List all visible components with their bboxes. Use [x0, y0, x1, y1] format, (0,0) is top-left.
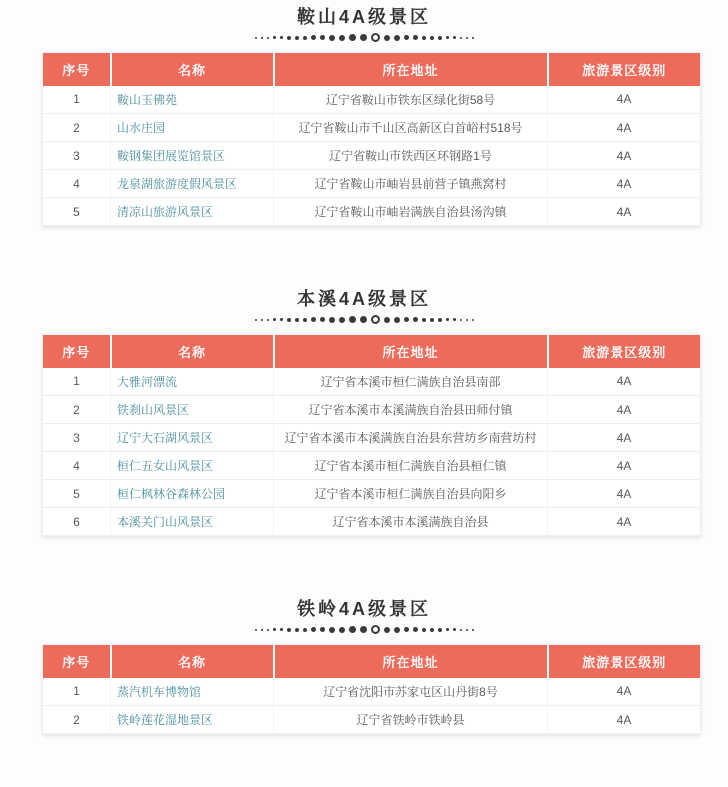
dot — [466, 629, 468, 631]
scenic-name-link[interactable]: 清凉山旅游风景区 — [111, 198, 274, 226]
dot — [453, 36, 456, 39]
row-number-cell: 2 — [43, 396, 111, 424]
column-header-name: 名称 — [111, 53, 274, 86]
column-header-address: 所在地址 — [274, 53, 548, 86]
table-row — [43, 396, 701, 424]
dot — [295, 318, 299, 322]
dot — [295, 628, 299, 632]
dot — [360, 316, 367, 323]
table-header-row — [43, 645, 701, 678]
dot — [267, 319, 269, 321]
dot — [311, 627, 316, 632]
scenic-name-link[interactable]: 鞍钢集团展览馆景区 — [111, 142, 274, 170]
dot — [422, 318, 426, 322]
dot — [261, 629, 263, 631]
scenic-name-link[interactable]: 桓仁五女山风景区 — [111, 452, 274, 480]
dot — [339, 317, 345, 323]
dot — [303, 628, 307, 632]
row-number-cell: 1 — [43, 86, 111, 114]
column-header-name: 名称 — [111, 335, 274, 368]
scenic-name-link[interactable]: 鞍山玉佛苑 — [111, 86, 274, 114]
dot — [371, 625, 380, 634]
dot — [349, 316, 356, 323]
dot — [446, 628, 449, 631]
dot — [438, 36, 442, 40]
dot — [394, 317, 400, 323]
column-header-address: 所在地址 — [274, 335, 548, 368]
scenic-name-link[interactable]: 龙泉湖旅游度假风景区 — [111, 170, 274, 198]
table-row — [43, 142, 701, 170]
scenic-name-link[interactable]: 蒸汽机车博物馆 — [111, 678, 274, 706]
address-cell: 辽宁省本溪市桓仁满族自治县向阳乡 — [274, 480, 548, 508]
table-row — [43, 170, 701, 198]
dot — [273, 318, 276, 321]
dot — [267, 629, 269, 631]
scenic-name-link[interactable]: 山水庄园 — [111, 114, 274, 142]
dot — [295, 36, 299, 40]
dot — [329, 627, 335, 633]
level-cell: 4A — [548, 86, 701, 114]
dot — [466, 37, 468, 39]
table-row — [43, 86, 701, 114]
address-cell: 辽宁省沈阳市苏家屯区山丹街8号 — [274, 678, 548, 706]
address-cell: 辽宁省本溪市本溪满族自治县东营坊乡南营坊村 — [274, 424, 548, 452]
dotted-divider — [0, 625, 728, 634]
level-cell: 4A — [548, 368, 701, 396]
dot — [339, 627, 345, 633]
scenic-name-link[interactable]: 辽宁大石湖风景区 — [111, 424, 274, 452]
dot — [446, 36, 449, 39]
row-number-cell: 1 — [43, 368, 111, 396]
dot — [339, 35, 345, 41]
row-number-cell: 5 — [43, 198, 111, 226]
column-header-level: 旅游景区级别 — [548, 645, 701, 678]
address-cell: 辽宁省本溪市本溪满族自治县 — [274, 508, 548, 536]
dot — [311, 317, 316, 322]
dot — [422, 628, 426, 632]
scenic-name-link[interactable]: 桓仁枫林谷森林公园 — [111, 480, 274, 508]
dot — [384, 35, 390, 41]
level-cell: 4A — [548, 170, 701, 198]
level-cell: 4A — [616, 712, 632, 727]
row-number-cell: 3 — [43, 424, 111, 452]
address-cell: 辽宁省本溪市桓仁满族自治县桓仁镇 — [274, 452, 548, 480]
dotted-divider — [0, 315, 728, 324]
level-cell: 4A — [616, 514, 632, 529]
address-cell: 辽宁省鞍山市铁西区环钢路1号 — [274, 142, 548, 170]
dot — [446, 318, 449, 321]
dot — [460, 629, 462, 631]
dot — [460, 37, 462, 39]
dot — [311, 35, 316, 40]
table-row — [43, 198, 701, 226]
dot — [360, 626, 367, 633]
dot — [273, 628, 276, 631]
dot — [267, 37, 269, 39]
dot — [384, 627, 390, 633]
section-anshan — [0, 6, 728, 226]
table-row — [43, 480, 701, 508]
dot — [413, 627, 418, 632]
table-row — [43, 452, 701, 480]
dot — [287, 318, 291, 322]
row-number-cell: 2 — [43, 114, 111, 142]
table-row — [43, 424, 701, 452]
level-cell: 4A — [616, 204, 632, 219]
dot — [438, 318, 442, 322]
section-title: 铁岭4A级景区 — [296, 599, 431, 619]
dot — [422, 36, 426, 40]
dot — [472, 629, 474, 631]
dot — [371, 315, 380, 324]
dot — [287, 628, 291, 632]
dot — [466, 319, 468, 321]
dot — [394, 35, 400, 41]
dot — [438, 628, 442, 632]
dot — [320, 317, 325, 322]
level-cell: 4A — [548, 452, 701, 480]
dot — [430, 36, 434, 40]
section-tieling — [0, 598, 728, 734]
table-row — [43, 508, 701, 536]
dot — [255, 37, 257, 39]
address-cell: 辽宁省铁岭市铁岭县 — [274, 706, 548, 734]
scenic-name-link[interactable]: 本溪关门山风景区 — [111, 508, 274, 536]
level-cell: 4A — [548, 114, 701, 142]
dot — [460, 319, 462, 321]
dot — [371, 33, 380, 42]
level-cell: 4A — [548, 424, 701, 452]
dot — [287, 36, 291, 40]
row-number-cell: 2 — [43, 706, 111, 734]
scenic-table-tieling — [42, 644, 701, 734]
dot — [360, 34, 367, 41]
column-header-no: 序号 — [43, 335, 111, 368]
scenic-table-anshan — [42, 52, 701, 226]
dot — [255, 319, 257, 321]
row-number-cell: 4 — [43, 452, 111, 480]
dotted-divider — [0, 33, 728, 42]
address-cell: 辽宁省鞍山市铁东区绿化街58号 — [274, 86, 548, 114]
scenic-name-link[interactable]: 铁刹山风景区 — [111, 396, 274, 424]
table-row — [43, 678, 701, 706]
column-header-level: 旅游景区级别 — [548, 335, 701, 368]
row-number-cell: 3 — [43, 142, 111, 170]
level-cell: 4A — [548, 142, 701, 170]
dot — [261, 319, 263, 321]
column-header-name: 名称 — [111, 645, 274, 678]
dot — [453, 318, 456, 321]
level-cell: 4A — [548, 480, 701, 508]
address-cell: 辽宁省鞍山市千山区高新区白首峪村518号 — [274, 114, 548, 142]
row-number-cell: 5 — [43, 480, 111, 508]
scenic-name-link[interactable]: 大雅河漂流 — [111, 368, 274, 396]
row-number-cell: 6 — [43, 508, 111, 536]
section-title: 鞍山4A级景区 — [296, 7, 431, 27]
dot — [404, 35, 409, 40]
section-benxi — [0, 288, 728, 536]
dot — [329, 35, 335, 41]
dot — [303, 36, 307, 40]
dot — [280, 628, 283, 631]
dot — [261, 37, 263, 39]
table-header-row — [43, 335, 701, 368]
column-header-level: 旅游景区级别 — [548, 53, 701, 86]
section-title: 本溪4A级景区 — [296, 289, 431, 309]
dot — [303, 318, 307, 322]
column-header-address: 所在地址 — [274, 645, 548, 678]
table-row — [43, 706, 701, 734]
scenic-table-benxi — [42, 334, 701, 536]
dot — [404, 317, 409, 322]
level-cell: 4A — [548, 678, 701, 706]
dot — [413, 35, 418, 40]
dot — [280, 36, 283, 39]
dot — [280, 318, 283, 321]
row-number-cell: 1 — [43, 678, 111, 706]
table-row — [43, 114, 701, 142]
column-header-no: 序号 — [43, 645, 111, 678]
address-cell: 辽宁省本溪市桓仁满族自治县南部 — [274, 368, 548, 396]
row-number-cell: 4 — [43, 170, 111, 198]
level-cell: 4A — [548, 396, 701, 424]
dot — [349, 626, 356, 633]
dot — [273, 36, 276, 39]
scenic-name-link[interactable]: 铁岭莲花湿地景区 — [111, 706, 274, 734]
dot — [255, 629, 257, 631]
dot — [430, 318, 434, 322]
address-cell: 辽宁省鞍山市岫岩县前营子镇燕窝村 — [274, 170, 548, 198]
dot — [320, 627, 325, 632]
dot — [404, 627, 409, 632]
dot — [430, 628, 434, 632]
dot — [453, 628, 456, 631]
dot — [329, 317, 335, 323]
dot — [413, 317, 418, 322]
table-row — [43, 368, 701, 396]
dot — [472, 319, 474, 321]
dot — [394, 627, 400, 633]
dot — [349, 34, 356, 41]
dot — [320, 35, 325, 40]
address-cell: 辽宁省鞍山市岫岩满族自治县汤沟镇 — [274, 198, 548, 226]
dot — [384, 317, 390, 323]
dot — [472, 37, 474, 39]
column-header-no: 序号 — [43, 53, 111, 86]
address-cell: 辽宁省本溪市本溪满族自治县田师付镇 — [274, 396, 548, 424]
table-header-row — [43, 53, 701, 86]
